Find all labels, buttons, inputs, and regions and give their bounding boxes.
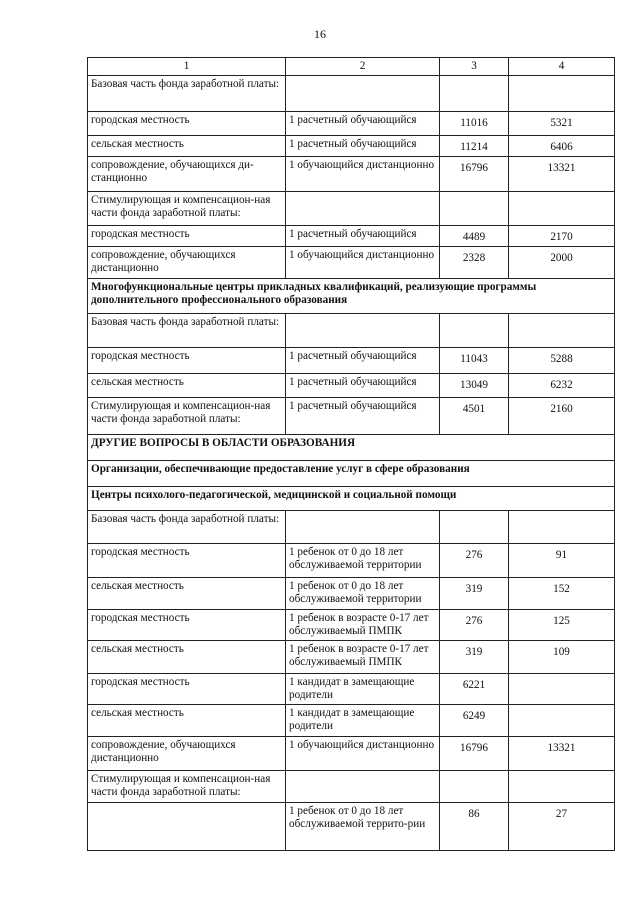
section-heading-row — [88, 278, 615, 313]
value-col3 — [440, 191, 509, 225]
table-row — [88, 373, 615, 397]
table-row — [88, 111, 615, 135]
value-col4: 5288 — [509, 347, 615, 373]
table-row — [88, 770, 615, 802]
value-col3: 11016 — [440, 111, 509, 135]
unit-cell: 1 расчетный обучающийся — [286, 347, 440, 373]
table-row — [88, 510, 615, 543]
row-label: Базовая часть фонда заработной платы: — [88, 313, 286, 347]
unit-cell — [286, 75, 440, 111]
row-label: сельская местность — [88, 135, 286, 156]
unit-cell: 1 расчетный обучающийся — [286, 135, 440, 156]
section-heading: Центры психолого-педагогической, медицинской и социальной помощи — [88, 486, 615, 510]
value-col4: 2170 — [509, 225, 615, 246]
row-label — [88, 802, 286, 850]
value-col3: 86 — [440, 802, 509, 850]
value-col4 — [509, 313, 615, 347]
unit-cell: 1 кандидат в замещающие родители — [286, 704, 440, 736]
section-heading-row — [88, 434, 615, 460]
row-label: сельская местность — [88, 577, 286, 609]
value-col3: 2328 — [440, 246, 509, 278]
row-label: Стимулирующая и компенсацион-ная части фонда заработной платы: — [88, 397, 286, 434]
unit-cell: 1 ребенок в возрасте 0-17 лет обслуживаемый ПМПК — [286, 609, 440, 640]
value-col4 — [509, 770, 615, 802]
value-col4: 2000 — [509, 246, 615, 278]
section-heading: ДРУГИЕ ВОПРОСЫ В ОБЛАСТИ ОБРАЗОВАНИЯ — [88, 434, 615, 460]
column-number: 2 — [286, 58, 440, 76]
table-row — [88, 577, 615, 609]
row-label: городская местность — [88, 673, 286, 704]
norms-table-body — [88, 75, 615, 850]
row-label: Базовая часть фонда заработной платы: — [88, 75, 286, 111]
unit-cell: 1 кандидат в замещающие родители — [286, 673, 440, 704]
page-number: 16 — [314, 27, 326, 41]
table-row — [88, 543, 615, 577]
row-label: Стимулирующая и компенсацион-ная части фонда заработной платы: — [88, 191, 286, 225]
value-col3: 4489 — [440, 225, 509, 246]
row-label: сельская местность — [88, 373, 286, 397]
column-number: 1 — [88, 58, 286, 76]
value-col3: 319 — [440, 577, 509, 609]
unit-cell: 1 расчетный обучающийся — [286, 111, 440, 135]
value-col4 — [509, 510, 615, 543]
value-col3: 6249 — [440, 704, 509, 736]
unit-cell — [286, 510, 440, 543]
table-row — [88, 397, 615, 434]
value-col4: 6232 — [509, 373, 615, 397]
unit-cell: 1 ребенок в возрасте 0-17 лет обслуживаемый ПМПК — [286, 640, 440, 673]
row-label: городская местность — [88, 225, 286, 246]
table-row — [88, 313, 615, 347]
table-row — [88, 802, 615, 850]
unit-cell: 1 ребенок от 0 до 18 лет обслуживаемой территории — [286, 543, 440, 577]
section-heading-row — [88, 460, 615, 486]
unit-cell: 1 обучающийся дистанционно — [286, 156, 440, 191]
value-col4: 125 — [509, 609, 615, 640]
value-col4: 6406 — [509, 135, 615, 156]
value-col3: 16796 — [440, 156, 509, 191]
unit-cell — [286, 770, 440, 802]
row-label: сельская местность — [88, 704, 286, 736]
value-col4 — [509, 191, 615, 225]
row-label: сопровождение, обучающихся дистанционно — [88, 736, 286, 770]
value-col3: 276 — [440, 543, 509, 577]
value-col3 — [440, 75, 509, 111]
value-col3: 11214 — [440, 135, 509, 156]
column-number: 3 — [440, 58, 509, 76]
row-label: сопровождение, обучающихся ди-станционно — [88, 156, 286, 191]
table-row — [88, 191, 615, 225]
value-col3: 276 — [440, 609, 509, 640]
value-col3: 13049 — [440, 373, 509, 397]
unit-cell — [286, 313, 440, 347]
section-heading-row — [88, 486, 615, 510]
unit-cell: 1 обучающийся дистанционно — [286, 246, 440, 278]
value-col3: 16796 — [440, 736, 509, 770]
row-label: городская местность — [88, 347, 286, 373]
value-col3: 6221 — [440, 673, 509, 704]
unit-cell — [286, 191, 440, 225]
row-label: Базовая часть фонда заработной платы: — [88, 510, 286, 543]
unit-cell: 1 обучающийся дистанционно — [286, 736, 440, 770]
unit-cell: 1 расчетный обучающийся — [286, 225, 440, 246]
value-col4: 5321 — [509, 111, 615, 135]
value-col3 — [440, 510, 509, 543]
value-col4 — [509, 75, 615, 111]
row-label: городская местность — [88, 609, 286, 640]
column-number: 4 — [509, 58, 615, 76]
value-col4: 13321 — [509, 156, 615, 191]
value-col3: 11043 — [440, 347, 509, 373]
value-col4: 152 — [509, 577, 615, 609]
table-row — [88, 135, 615, 156]
table-row — [88, 736, 615, 770]
unit-cell: 1 расчетный обучающийся — [286, 373, 440, 397]
value-col4: 91 — [509, 543, 615, 577]
norms-table — [87, 57, 615, 851]
unit-cell: 1 расчетный обучающийся — [286, 397, 440, 434]
value-col4: 2160 — [509, 397, 615, 434]
table-row — [88, 75, 615, 111]
table-row — [88, 673, 615, 704]
table-row — [88, 640, 615, 673]
value-col3 — [440, 770, 509, 802]
table-row — [88, 704, 615, 736]
value-col4 — [509, 704, 615, 736]
unit-cell: 1 ребенок от 0 до 18 лет обслуживаемой территории — [286, 577, 440, 609]
table-row — [88, 225, 615, 246]
row-label: сопровождение, обучающихся дистанционно — [88, 246, 286, 278]
column-number-row — [88, 58, 615, 76]
value-col4: 27 — [509, 802, 615, 850]
table-row — [88, 246, 615, 278]
table-row — [88, 347, 615, 373]
row-label: городская местность — [88, 111, 286, 135]
row-label: Стимулирующая и компенсацион-ная части фонда заработной платы: — [88, 770, 286, 802]
unit-cell: 1 ребенок от 0 до 18 лет обслуживаемой террито-рии — [286, 802, 440, 850]
value-col4: 13321 — [509, 736, 615, 770]
value-col3: 4501 — [440, 397, 509, 434]
table-row — [88, 609, 615, 640]
section-heading: Организации, обеспечивающие предоставление услуг в сфере образования — [88, 460, 615, 486]
table-row — [88, 156, 615, 191]
row-label: сельская местность — [88, 640, 286, 673]
row-label: городская местность — [88, 543, 286, 577]
section-heading: Многофункциональные центры прикладных квалификаций, реализующие программы дополнительного профессионального образования — [88, 278, 615, 313]
value-col4 — [509, 673, 615, 704]
value-col4: 109 — [509, 640, 615, 673]
value-col3 — [440, 313, 509, 347]
value-col3: 319 — [440, 640, 509, 673]
